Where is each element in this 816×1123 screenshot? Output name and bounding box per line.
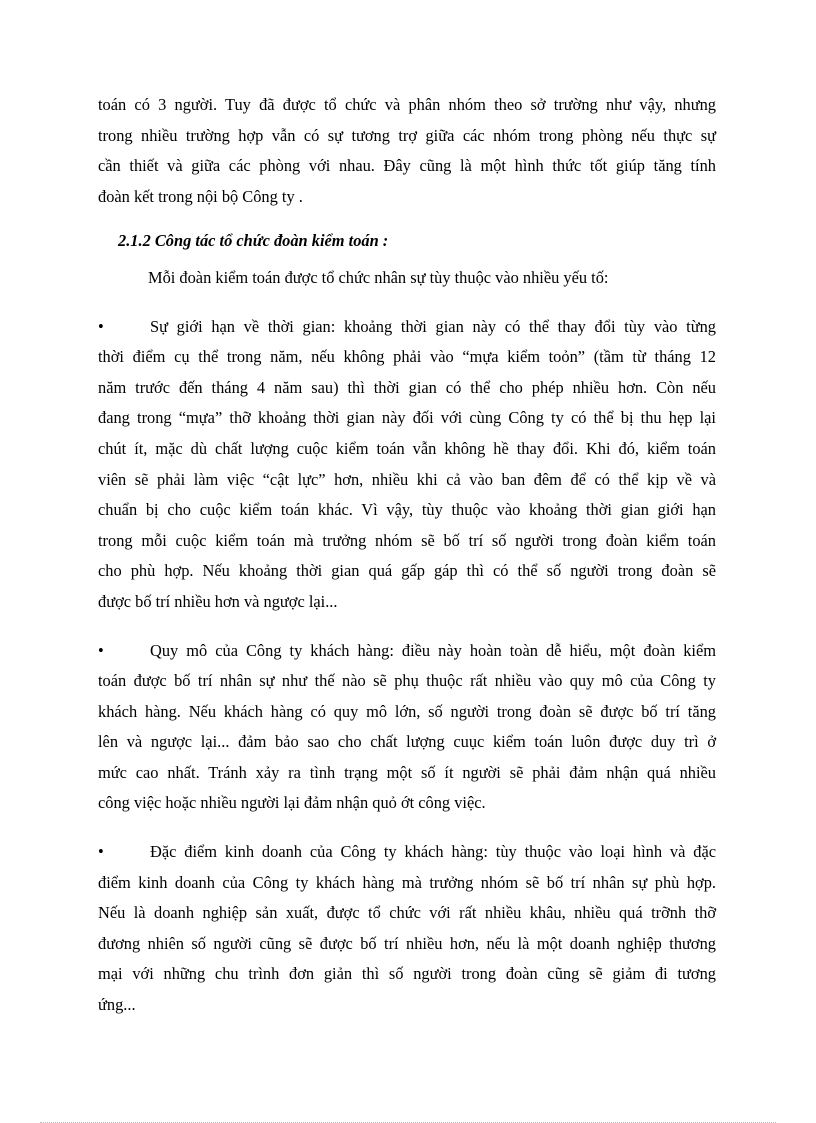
text-line: điểm kinh doanh của Công ty khách hàng mà trưởng nhóm sẽ bố trí nhân sự phù hợp. — [98, 872, 716, 892]
text-line: công việc hoặc nhiều người lại đảm nhận quỏ ớt công việc. — [98, 793, 486, 813]
text-line: ứng... — [98, 995, 136, 1015]
text-line: chút ít, mặc dù chất lượng cuộc kiểm toán vẫn không hề thay đổi. Khi đó, kiểm toán — [98, 438, 716, 458]
text-line: toán được bố trí nhân sự như thế nào sẽ phụ thuộc rất nhiều vào quy mô của Công ty — [98, 671, 716, 691]
section-heading: 2.1.2 Công tác tổ chức đoàn kiểm toán : — [118, 231, 389, 251]
intro-paragraph — [98, 90, 716, 212]
section-lead: Mỗi đoàn kiểm toán được tổ chức nhân sự tùy thuộc vào nhiều yếu tố: — [148, 267, 609, 287]
text-line: đoàn kết trong nội bộ Công ty . — [98, 186, 303, 206]
text-line: Sự giới hạn về thời gian: khoảng thời gian này có thể thay đổi tùy vào từng — [150, 316, 716, 336]
text-line: năm trước đến tháng 4 năm sau) thì thời gian có thể cho phép nhiều hơn. Còn nếu — [98, 377, 716, 397]
text-line: khách hàng. Nếu khách hàng có quy mô lớn, số người trong đoàn sẽ được bố trí tăng — [98, 701, 716, 721]
text-line: toán có 3 người. Tuy đã được tổ chức và phân nhóm theo sở trường như vậy, nhưng — [98, 95, 716, 114]
text-line: trong mỗi cuộc kiểm toán mà trưởng nhóm sẽ bố trí số người trong đoàn kiểm toán — [98, 530, 716, 550]
text-line: trong nhiều trường hợp vẫn có sự tương trợ giữa các nhóm trong phòng nếu thực sự — [98, 125, 716, 145]
bullet-icon: • — [98, 316, 104, 336]
text-line: đương nhiên số người cũng sẽ được bố trí nhiều hơn, nếu là một doanh nghiệp thương — [98, 933, 716, 953]
document-page — [98, 90, 716, 1021]
bullet-paragraph-client-scale — [98, 636, 716, 820]
text-line: lên và ngược lại... đảm bảo sao cho chất lượng cuục kiểm toán luôn được duy trì ở — [98, 732, 716, 752]
text-line: chuẩn bị cho cuộc kiểm toán khác. Vì vậy, tùy thuộc vào khoảng thời gian giới hạn — [98, 500, 716, 520]
bullet-paragraph-business-type — [98, 837, 716, 1021]
text-line: thời điểm cụ thể trong năm, nếu không phải vào “mựa kiểm toỏn” (tầm từ tháng 12 — [98, 347, 716, 367]
text-line: được bố trí nhiều hơn và ngược lại... — [98, 591, 338, 611]
bullet-paragraph-time-limit — [98, 312, 716, 618]
text-line: mại với những chu trình đơn giản thì số người trong đoàn cũng sẽ giảm đi tương — [98, 964, 716, 984]
text-line: Nếu là doanh nghiệp sản xuất, được tổ chức với rất nhiều khâu, nhiều quá trỡnh thỡ — [98, 903, 716, 923]
text-line: cho phù hợp. Nếu khoảng thời gian quá gấp gáp thì có thể số người trong đoàn sẽ — [98, 561, 716, 581]
text-line: đang trong “mựa” thỡ khoảng thời gian này đối với cùng Công ty có thể bị thu hẹp lại — [98, 408, 716, 428]
text-line: cần thiết và giữa các phòng với nhau. Đây cũng là một hình thức tốt giúp tăng tính — [98, 156, 716, 176]
bullet-icon: • — [98, 842, 104, 862]
bullet-icon: • — [98, 640, 104, 660]
text-line: viên sẽ phải làm việc “cật lực” hơn, nhiều khi cả vào ban đêm để có thể kịp về và — [98, 469, 716, 489]
text-line: Đặc điểm kinh doanh của Công ty khách hàng: tùy thuộc vào loại hình và đặc — [150, 842, 716, 862]
text-line: Quy mô của Công ty khách hàng: điều này hoàn toàn dễ hiểu, một đoàn kiểm — [150, 640, 716, 660]
text-line: mức cao nhất. Tránh xảy ra tình trạng một số ít người sẽ phải đảm nhận quá nhiều — [98, 762, 716, 782]
